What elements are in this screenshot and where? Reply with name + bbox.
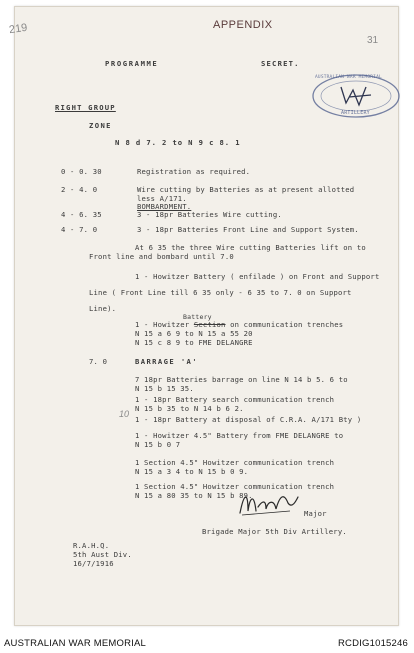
stamp-text-bottom: ARTILLERY <box>341 110 370 116</box>
document-page <box>8 6 399 626</box>
group-heading: RIGHT GROUP <box>55 103 116 112</box>
issued-date: 16/7/1916 <box>73 559 114 568</box>
schedule-time: 4 - 6. 35 <box>61 210 102 219</box>
barrage-item: 7 18pr Batteries barrage on line N 14 b 5. 6 to <box>135 375 348 384</box>
barrage-item: 1 Section 4.5" Howitzer communication trench <box>135 458 335 467</box>
zone-label: ZONE <box>89 121 112 130</box>
schedule-text: 3 - 18pr Batteries Front Line and Support System. <box>137 225 359 234</box>
body-line: At 6 35 the three Wire cutting Batteries lift on to <box>135 243 366 252</box>
stamp-text-top: AUSTRALIAN WAR MEMORIAL <box>315 75 382 80</box>
barrage-item: N 15 b 15 35. <box>135 384 194 393</box>
footer-reference: RCDIG1015246 <box>338 638 408 649</box>
schedule-time: 4 - 7. 0 <box>61 225 98 234</box>
correction-line: N 15 c 8 9 to FME DELANGRE <box>135 338 253 347</box>
schedule-text: 3 - 18pr Batteries Wire cutting. <box>137 210 282 219</box>
schedule-time: 0 - 0. 30 <box>61 167 102 176</box>
body-line: Front line and bombard until 7.0 <box>89 252 234 261</box>
schedule-text: Wire cutting by Batteries as at present allotted <box>137 185 355 194</box>
barrage-item: 1 - Howitzer 4.5" Battery from FME DELANGRE to <box>135 431 344 440</box>
correction-suffix: on communication trenches <box>230 320 344 329</box>
barrage-item: N 15 a 3 4 to N 15 b 0 9. <box>135 467 249 476</box>
schedule-text: Registration as required. <box>137 167 251 176</box>
schedule-time: 2 - 4. 0 <box>61 185 98 194</box>
barrage-item: N 15 b 0 7 <box>135 440 181 449</box>
struck-word: Section <box>193 320 226 329</box>
pencil-folio-number: 219 <box>8 21 29 37</box>
issued-division: 5th Aust Div. <box>73 550 132 559</box>
inserted-correction: Battery <box>183 313 212 321</box>
barrage-item: N 15 a 80 35 to N 15 b 89. <box>135 491 253 500</box>
body-line: 1 - Howitzer Battery ( enfilade ) on Front and Support <box>135 272 380 281</box>
correction-line: N 15 a 6 9 to N 15 a 55 20 <box>135 329 253 338</box>
correction-prefix: 1 - Howitzer <box>135 320 190 329</box>
body-line: Line). <box>89 304 117 313</box>
handwritten-signature <box>236 487 302 517</box>
page-number: 31 <box>367 35 379 46</box>
barrage-item: 1 - 18pr Battery at disposal of C.R.A. A/171 Bty ) <box>135 415 362 424</box>
margin-pencil-note: 10 <box>119 409 130 419</box>
barrage-title: BARRAGE 'A' <box>135 357 198 366</box>
barrage-time: 7. 0 <box>89 357 108 366</box>
issued-hq: R.A.H.Q. <box>73 541 110 550</box>
zone-coordinates: N 8 d 7. 2 to N 9 c 8. 1 <box>115 138 241 147</box>
barrage-item: N 15 b 35 to N 14 b 6 2. <box>135 404 244 413</box>
barrage-item: 1 - 18pr Battery search communication trench <box>135 395 335 404</box>
body-line: Line ( Front Line till 6 35 only - 6 35 to 7. 0 on Support <box>89 288 352 297</box>
signatory-rank: Major <box>304 509 327 518</box>
appendix-label: APPENDIX <box>213 19 273 31</box>
document-title: PROGRAMME <box>105 59 159 68</box>
correction-line <box>135 320 343 329</box>
classification-label: SECRET. <box>261 59 300 68</box>
barrage-item: 1 Section 4.5" Howitzer communication trench <box>135 482 335 491</box>
schedule-subheading: BOMBARDMENT. <box>137 202 192 211</box>
footer-institution: AUSTRALIAN WAR MEMORIAL <box>4 638 147 649</box>
schedule-text: less A/171. <box>137 194 187 203</box>
signatory-title: Brigade Major 5th Div Artillery. <box>202 527 347 536</box>
